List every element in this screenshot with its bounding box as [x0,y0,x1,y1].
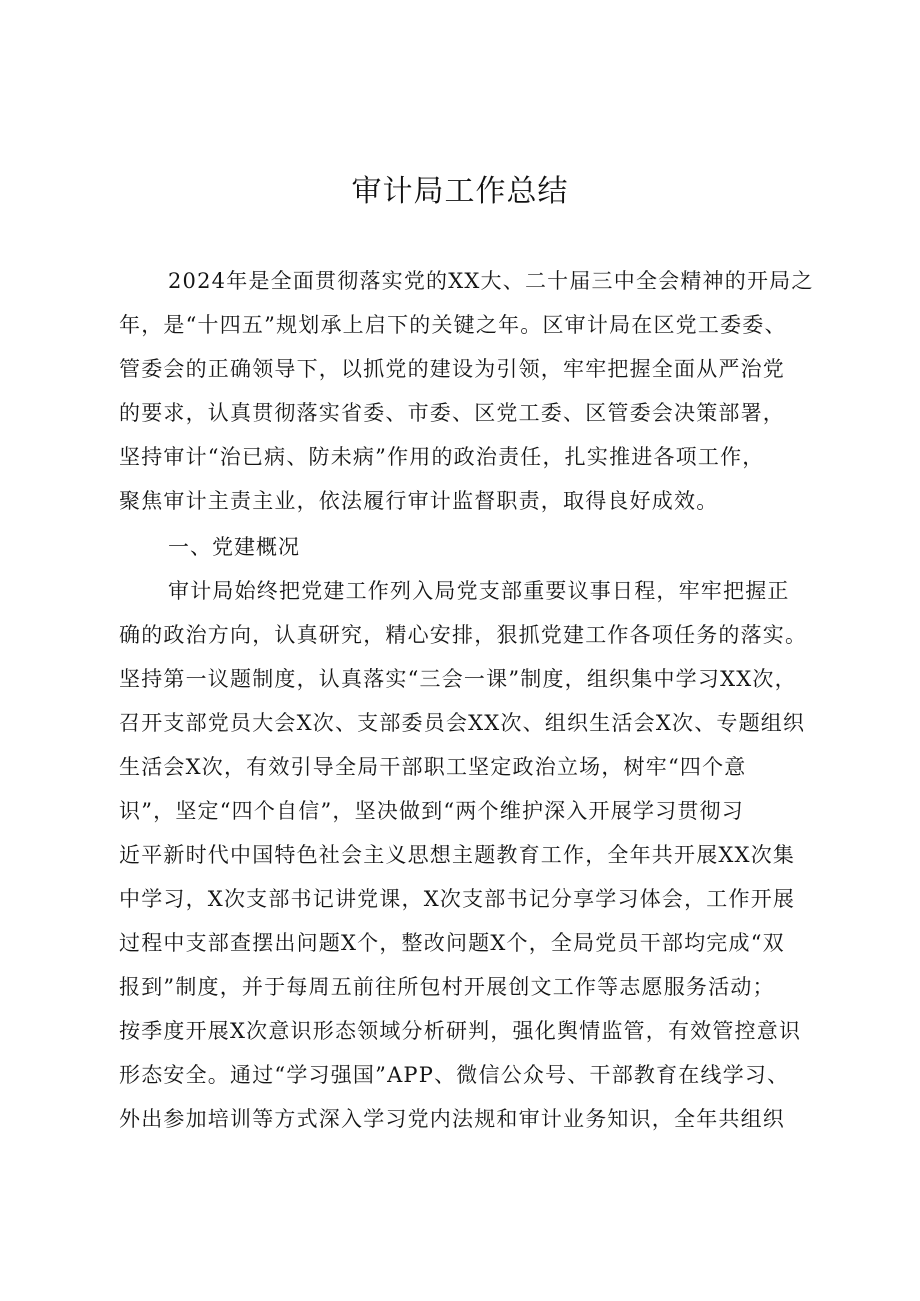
body-line: 按季度开展X次意识形态领域分析研判，强化舆情监管，有效管控意识 [119,1019,802,1043]
intro-line: 坚持审计“治已病、防未病”作用的政治责任，扎实推进各项工作， [119,445,765,469]
body-line: 中学习，X次支部书记讲党课，X次支部书记分享学习体会，工作开展 [119,887,796,911]
intro-line: 管委会的正确领导下，以抓党的建设为引领，牢牢把握全面从严治党 [119,357,785,381]
body-line: 外出参加培训等方式深入学习党内法规和审计业务知识，全年共组织 [119,1107,785,1131]
body-line: 报到”制度，并于每周五前往所包村开展创文工作等志愿服务活动； [119,975,775,999]
body-line: 过程中支部查摆出问题X个，整改问题X个，全局党员干部均完成“双 [119,931,785,955]
document-title: 审计局工作总结 [351,174,569,209]
body-line: 形态安全。通过“学习强国”APP、微信公众号、干部教育在线学习、 [119,1063,790,1087]
body-line: 生活会X次，有效引导全局干部职工坚定政治立场，树牢“四个意 [119,755,747,779]
section-heading: 一、党建概况 [168,535,300,559]
body-line: 识”，坚定“四个自信”，坚决做到“两个维护深入开展学习贯彻习 [119,799,744,823]
body-line: 坚持第一议题制度，认真落实“三会一课”制度，组织集中学习XX次， [119,667,797,691]
body-line: 近平新时代中国特色社会主义思想主题教育工作，全年共开展XX次集 [119,843,796,867]
intro-line: 的要求，认真贯彻落实省委、市委、区党工委、区管委会决策部署， [119,401,785,425]
body-line: 审计局始终把党建工作列入局党支部重要议事日程，牢牢把握正 [168,579,790,603]
body-line: 召开支部党员大会X次、支部委员会XX次、组织生活会X次、专题组织 [119,711,806,735]
intro-line: 聚焦审计主责主业，依法履行审计监督职责，取得良好成效。 [119,489,719,513]
intro-line: 2024年是全面贯彻落实党的XX大、二十届三中全会精神的开局之 [168,269,814,293]
body-line: 确的政治方向，认真研究，精心安排，狠抓党建工作各项任务的落实。 [119,623,808,647]
intro-line: 年，是“十四五”规划承上启下的关键之年。区审计局在区党工委委、 [119,313,787,337]
